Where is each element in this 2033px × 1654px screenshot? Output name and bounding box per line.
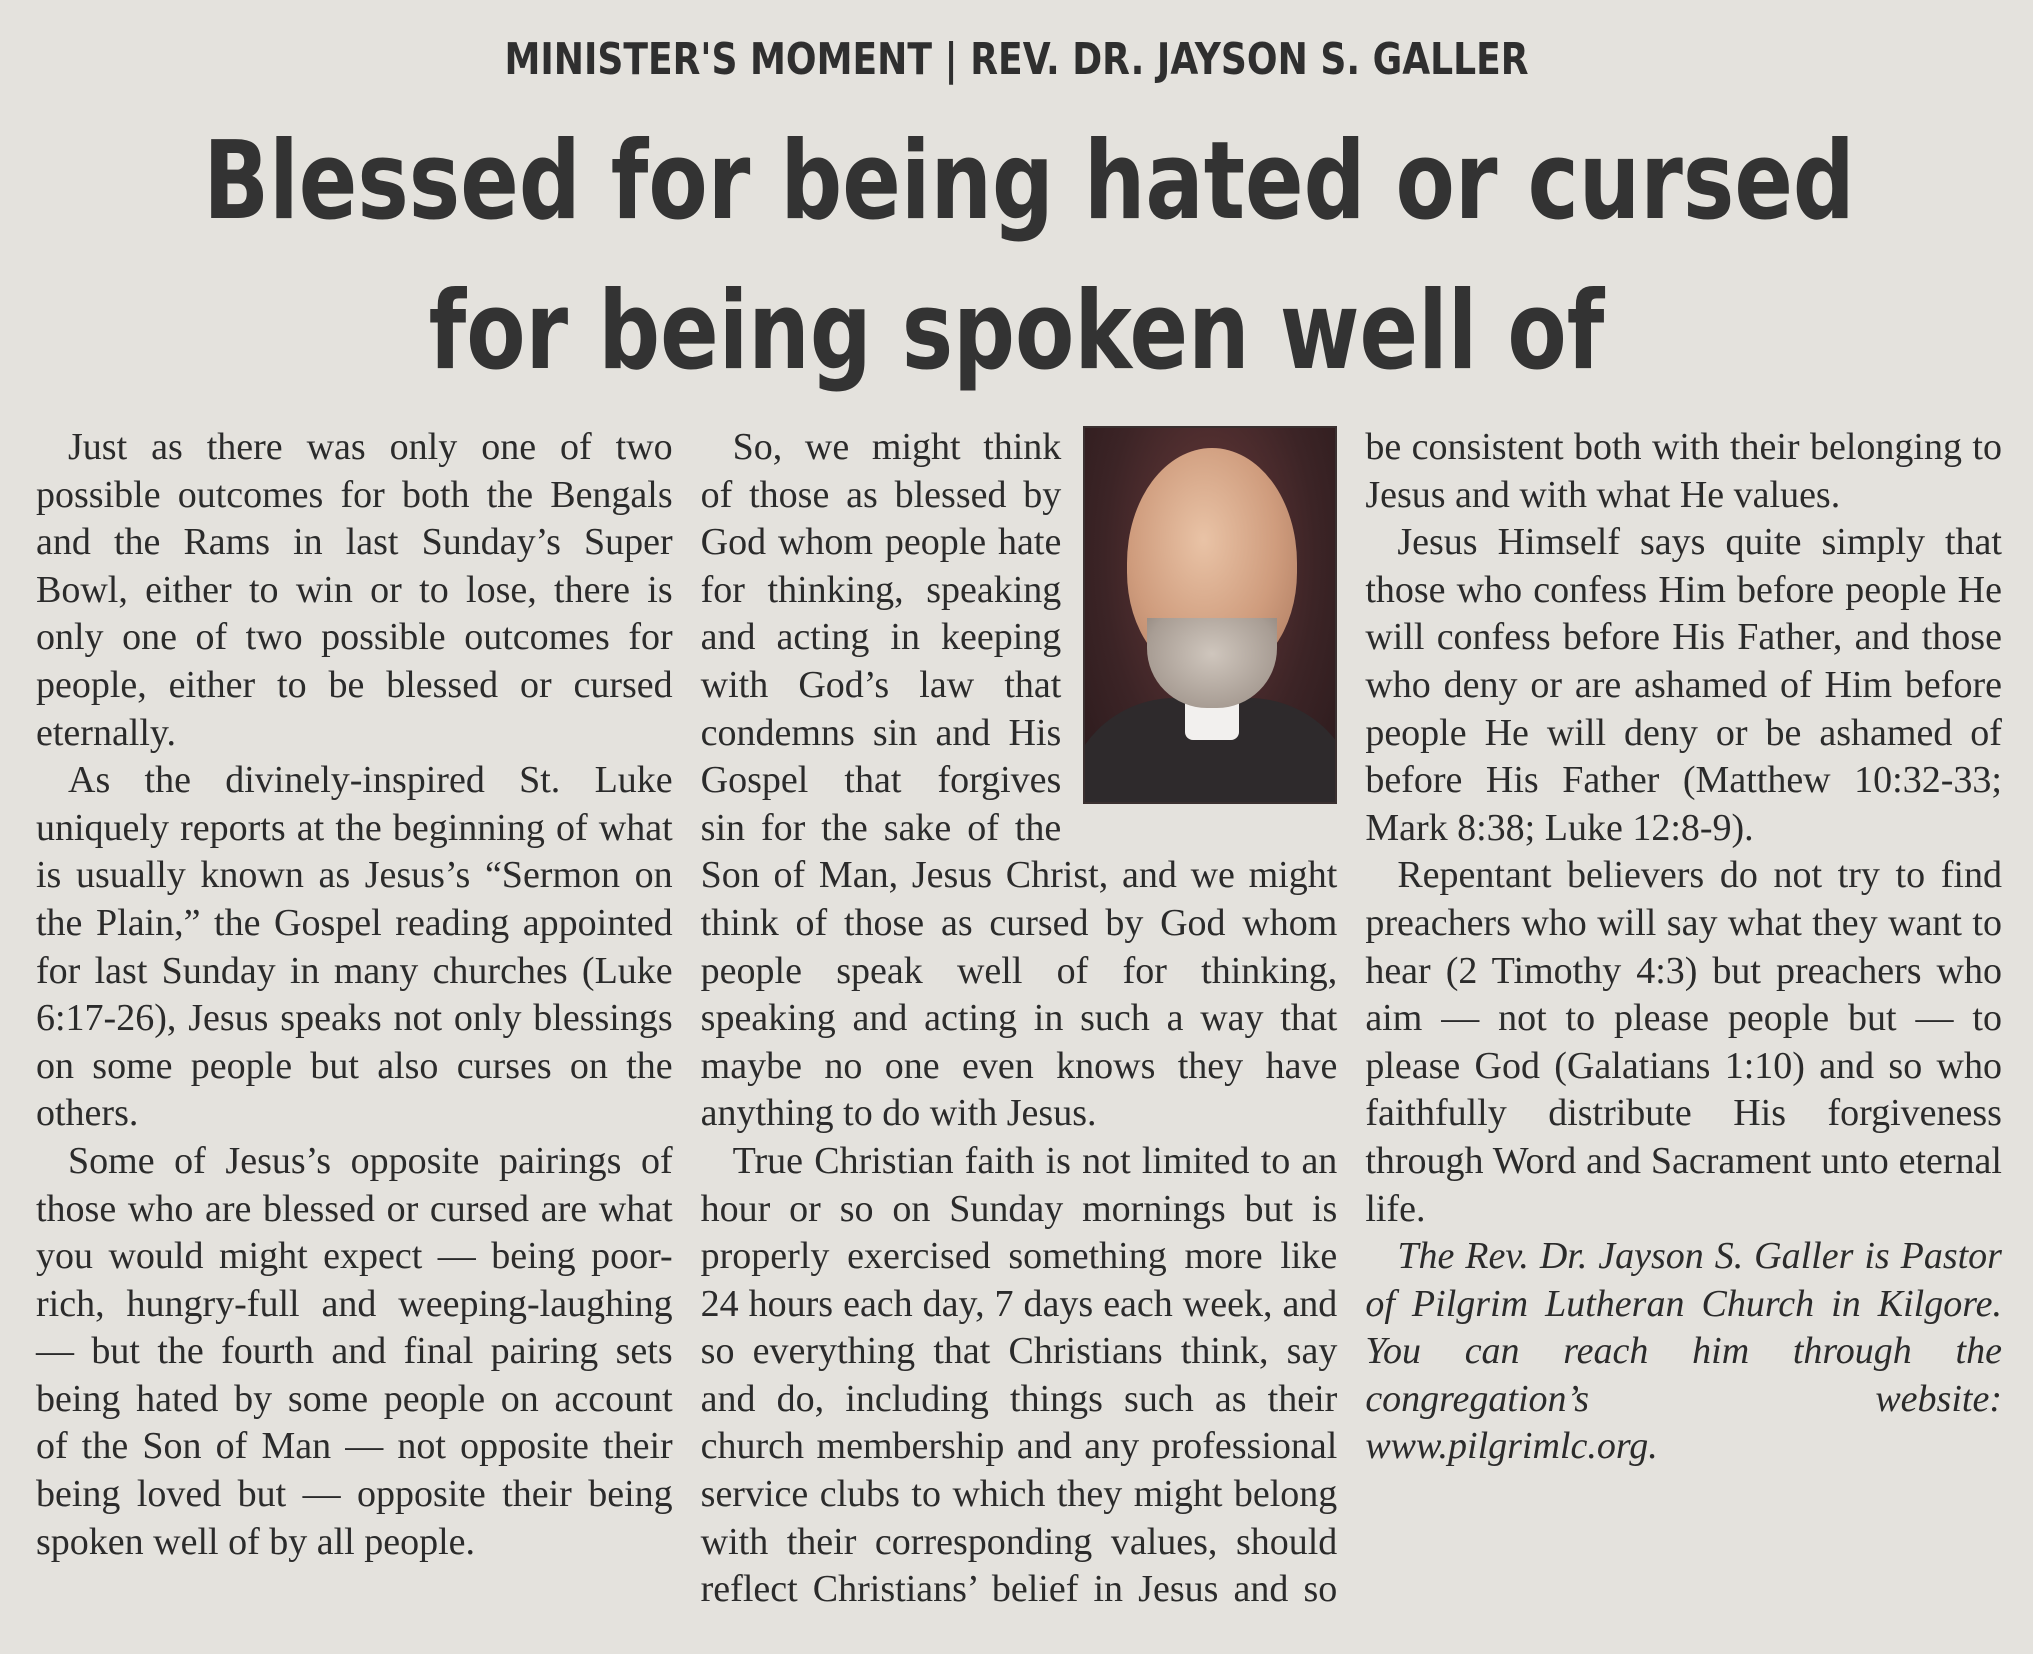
paragraph-5: True Christian faith is not limited to an hour or so on Sunday mornings but is properly exercised something more like 24 hours each day, 7 days each week, and so everything that Christians think, say and do, including things such as their church membership and any professional service clubs to which they might belong with their corresponding values, should reflect Christians’ belief in Jesus and so be consistent both with their belonging to Jesus and with what He values. xyxy=(700,426,2002,1611)
paragraph-2: As the divinely-inspired St. Luke uniquely reports at the beginning of what is usually known as Jesus’s “Sermon on the Plain,” the Gospel reading appointed for last Sunday in many churches (Luke 6:17-26), Jesus speaks not only blessings on some people but also curses on the others. xyxy=(36,759,673,1135)
paragraph-6: Jesus Himself says quite simply that those who confess Him before people He will confess before His Father, and those who deny or are ashamed of Him before people He will deny or be ashamed of before His Father (Matthew 10:32-33; Mark 8:38; Luke 12:8-9). xyxy=(1365,521,2002,849)
paragraph-7: Repentant believers do not try to find preachers who will say what they want to hear (2 Timothy 4:3) but preachers who aim — not to please people but — to please God (Galatians 1:10) and so who faithfully distribute His forgiveness through Word and Sacrament unto eternal life. xyxy=(1365,854,2002,1230)
section-kicker: MINISTER'S MOMENT | REV. DR. JAYSON S. GALLER xyxy=(504,34,1529,85)
paragraph-1: Just as there was only one of two possible outcomes for both the Bengals and the Rams in last Sunday’s Super Bowl, either to win or to lose, there is only one of two possible outcomes for people, either to be blessed or cursed eternally. xyxy=(36,426,673,754)
paragraph-3: Some of Jesus’s opposite pairings of those who are blessed or cursed are what you would might expect — being poor-rich, hungry-full and weeping-laughing — but the fourth and final pairing sets being hated by some people on account of the Son of Man — not opposite their being loved but — opposite their being spoken well of by all people. xyxy=(36,1139,673,1563)
author-byline: The Rev. Dr. Jayson S. Galler is Pastor of Pilgrim Lutheran Church in Kilgore. You can reach him through the congregation’s website: www.pilgrimlc.org. xyxy=(1365,1235,2002,1468)
paragraph-4: So, we might think of those as blessed by God whom people hate for thinking, speaking and acting in keeping with God’s law that condemns sin and His Gospel that forgives sin for the sake of the Son of Man, Jesus Christ, and we might think of those as cursed by God whom people speak well of for thinking, speaking and acting in such a way that maybe no one even knows they have anything to do with Jesus. xyxy=(700,426,1338,1135)
headline-line-2: for being spoken well of xyxy=(428,269,1605,394)
headline-line-1: Blessed for being hated or cursed xyxy=(203,119,1855,244)
author-photo xyxy=(1083,426,1337,804)
article-body xyxy=(36,424,2002,1614)
